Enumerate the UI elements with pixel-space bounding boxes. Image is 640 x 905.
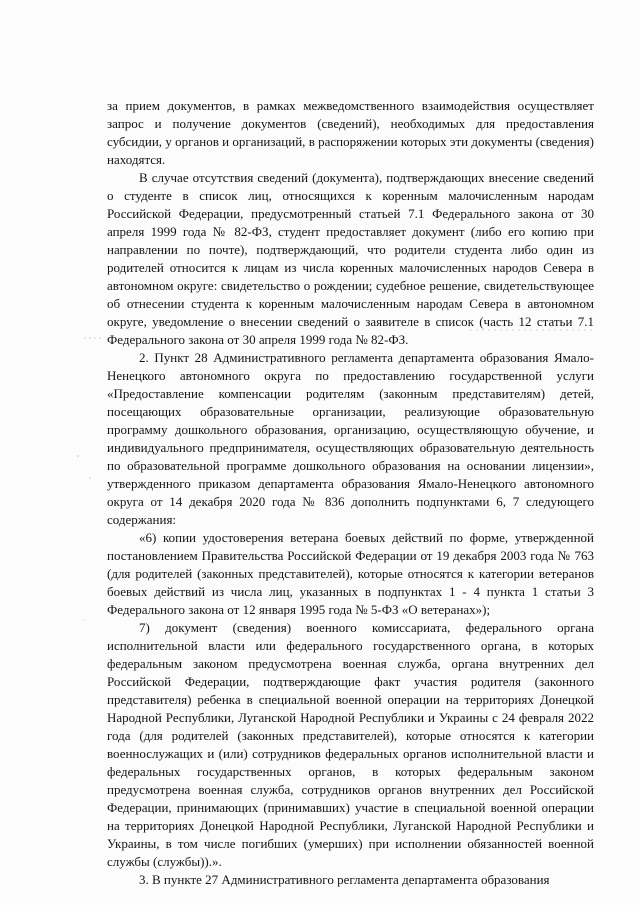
document-body — [107, 97, 594, 889]
paragraph-3: 2. Пункт 28 Административного регламента департамента образования Ямало-Ненецкого автономного округа по предоставлению государственной услуги «Предоставление компенсации родителям (законным представителям) детей, посещающих образовательные организации, реализующие образовательную программу дошкольного образования, организацию, осуществляющую обучение, и индивидуального предпринимателя, осуществляющих образовательную деятельность по образовательной программе дошкольного образования на основании лицензии», утвержденного приказом департамента образования Ямало-Ненецкого автономного округа от 14 декабря 2020 года № 836 дополнить подпунктами 6, 7 следующего содержания: — [107, 350, 594, 527]
paragraph-6: 3. В пункте 27 Административного регламента департамента образования — [139, 872, 550, 887]
paragraph-2: В случае отсутствия сведений (документа), подтверждающих внесение сведений о студенте в список лиц, относящихся к коренным малочисленным народам Российской Федерации, предусмотренный статьей 7.1 Федерального закона от 30 апреля 1999 года № 82-ФЗ, студент предоставляет документ (либо его копию при направлении по почте), подтверждающий, что родители студента либо один из родителей относится к лицам из числа коренных малочисленных народов Севера в автономном округе: свидетельство о рождении; судебное решение, свидетельствующее об отнесении студента к коренным малочисленным народам Севера в автономном округе, уведомление о внесении сведений о заявителе в список (часть 12 статьи 7.1 Федерального закона от 30 апреля 1999 года № 82-ФЗ. — [107, 170, 594, 347]
paragraph-1: за прием документов, в рамках межведомственного взаимодействия осуществляет запрос и получение документов (сведений), необходимых для предоставления субсидии, у органов и организаций, в распоряжении которых эти документы (сведения) находятся. — [107, 98, 594, 167]
paragraph-4: «6) копии удостоверения ветерана боевых действий по форме, утвержденной постановлением Правительства Российской Федерации от 19 декабря 2003 года № 763 (для родителей (законных представителей), которые относятся к категории ветеранов боевых действий из числа лиц, указанных в подпунктах 1 - 4 пункта 1 статьи 3 Федерального закона от 12 января 1995 года № 5-ФЗ «О ветеранах»); — [107, 530, 594, 617]
paragraph-5: 7) документ (сведения) военного комиссариата, федерального органа исполнительной власти или федерального государственного органа, в которых федеральным законом предусмотрена военная служба, органа внутренних дел Российской Федерации, подтверждающие факт участия родителя (законного представителя) ребенка в специальной военной операции на территориях Донецкой Народной Республики, Луганской Народной Республики и Украины с 24 февраля 2022 года (для родителей (законных представителей), которые относятся к категории военнослужащих и (или) сотрудников федеральных органов исполнительной власти и федеральных государственных органов, в которых федеральным законом предусмотрена военная служба, сотрудников органов внутренних дел Российской Федерации, принимающих (принимавших) участие в специальной военной операции на территориях Донецкой Народной Республики, Луганской Народной Республики и Украины, в том числе погибших (умерших) при исполнении обязанностей военной службы (службы)).». — [107, 620, 594, 869]
